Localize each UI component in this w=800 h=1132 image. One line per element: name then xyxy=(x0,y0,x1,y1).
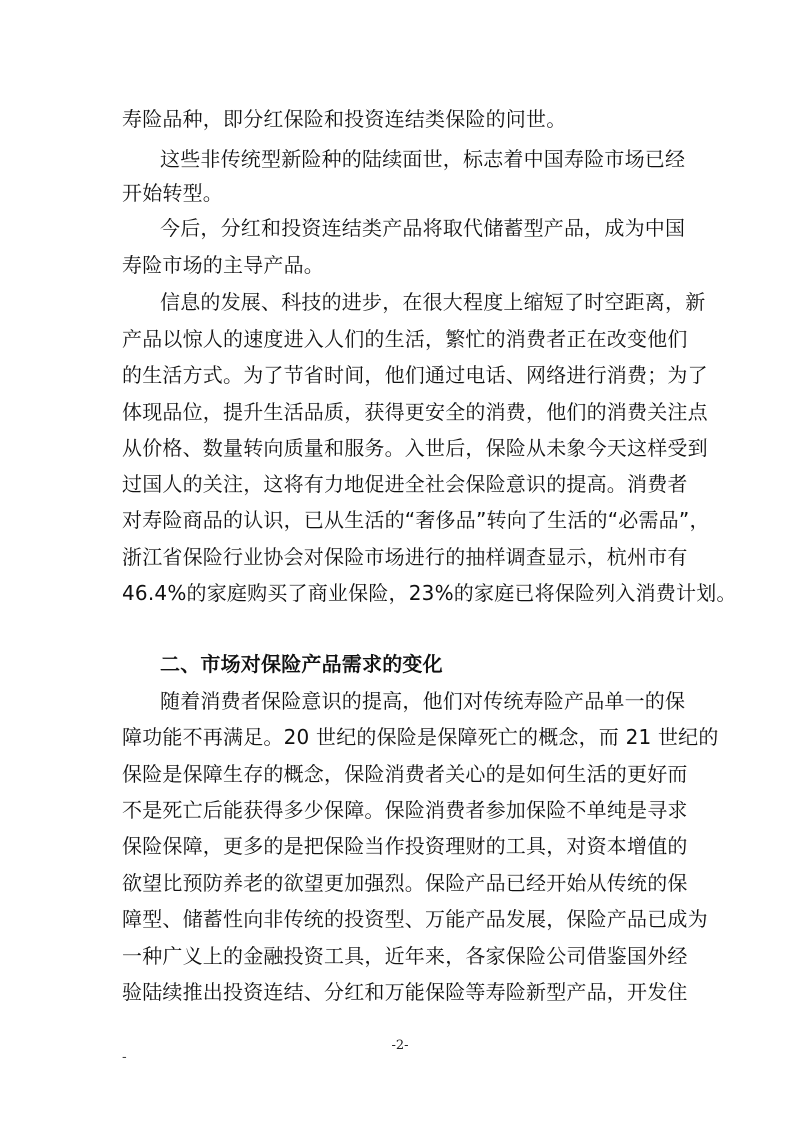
paragraph-line: 浙江省保险行业协会对保险市场进行的抽样调查显示，杭州市有 xyxy=(122,545,688,569)
paragraph-line: 的生活方式。为了节省时间，他们通过电话、网络进行消费；为了 xyxy=(122,363,708,387)
footer-mark: - xyxy=(122,1050,127,1065)
paragraph-line: 对寿险商品的认识，已从生活的“奢侈品”转向了生活的“必需品”， xyxy=(122,508,710,532)
page-number: -2- xyxy=(391,1038,409,1053)
paragraph-line: 一种广义上的金融投资工具，近年来，各家保险公司借鉴国外经 xyxy=(122,944,688,968)
section-heading: 二、市场对保险产品需求的变化 xyxy=(160,652,443,676)
paragraph-line: 欲望比预防养老的欲望更加强烈。保险产品已经开始从传统的保 xyxy=(122,871,688,895)
paragraph-line: 保险是保障生存的概念，保险消费者关心的是如何生活的更好而 xyxy=(122,762,688,786)
paragraph-line: 46.4%的家庭购买了商业保险，23%的家庭已将保险列入消费计划。 xyxy=(122,581,737,605)
paragraph-line: 寿险品种，即分红保险和投资连结类保险的问世。 xyxy=(122,107,567,131)
paragraph-line: 体现品位，提升生活品质，获得更安全的消费，他们的消费关注点 xyxy=(122,400,708,424)
paragraph-line: 寿险市场的主导产品。 xyxy=(122,253,324,277)
paragraph-line: 从价格、数量转向质量和服务。入世后，保险从未象今天这样受到 xyxy=(122,436,708,460)
paragraph-line: 障功能不再满足。20 世纪的保险是保障死亡的概念，而 21 世纪的 xyxy=(122,725,719,749)
paragraph-line: 验陆续推出投资连结、分红和万能保险等寿险新型产品，开发住 xyxy=(122,980,688,1004)
paragraph-line: 随着消费者保险意识的提高，他们对传统寿险产品单一的保 xyxy=(160,689,686,713)
paragraph-line: 这些非传统型新险种的陆续面世，标志着中国寿险市场已经 xyxy=(160,147,686,171)
paragraph-line: 过国人的关注，这将有力地促进全社会保险意识的提高。消费者 xyxy=(122,472,688,496)
paragraph-line: 开始转型。 xyxy=(122,181,223,205)
paragraph-line: 障型、储蓄性向非传统的投资型、万能产品发展，保险产品已成为 xyxy=(122,907,708,931)
paragraph-line: 保险保障，更多的是把保险当作投资理财的工具，对资本增值的 xyxy=(122,834,688,858)
paragraph-line: 产品以惊人的速度进入人们的生活，繁忙的消费者正在改变他们 xyxy=(122,327,688,351)
paragraph-line: 信息的发展、科技的进步，在很大程度上缩短了时空距离，新 xyxy=(160,290,706,314)
paragraph-line: 不是死亡后能获得多少保障。保险消费者参加保险不单纯是寻求 xyxy=(122,798,688,822)
paragraph-line: 今后，分红和投资连结类产品将取代储蓄型产品，成为中国 xyxy=(160,216,686,240)
